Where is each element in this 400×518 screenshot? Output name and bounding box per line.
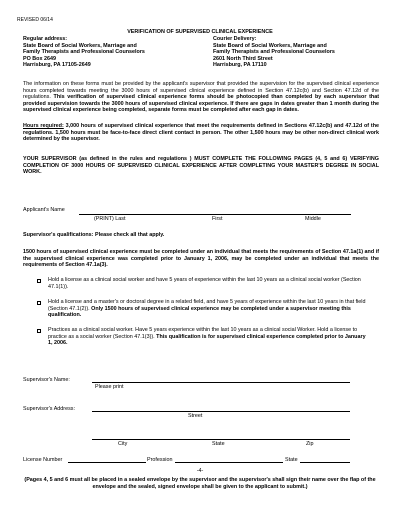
qualification-option-text: Practices as a clinical social worker. Have 5 years experience within the last 10 years as a clinical social Worker. Hold a license to practice as a social worker (Section 47.1(3)). <box>48 327 358 340</box>
courier-address-block <box>213 36 388 69</box>
applicant-name-label: Applicant's Name <box>23 207 65 213</box>
applicant-middle-label: Middle <box>305 216 321 222</box>
hours-required-paragraph <box>23 123 379 143</box>
supervisor-name-label: Supervisor's Name: <box>23 377 70 383</box>
qualifications-rule: 1500 hours of supervised clinical experience must be completed under an individual that meets the requirements of Section 47.1a(1) and if the supervised clinical experience was completed prior to January 1, 2006, may be completed under an individual that meets the requirements of Section 47.1a(3). <box>23 249 379 269</box>
qualification-option-3 <box>48 327 368 347</box>
applicant-first-label: First <box>212 216 223 222</box>
supervisor-name-field[interactable] <box>92 382 350 383</box>
qualification-option-bold-text: This qualification is for supervised clinical experience completed prior to January 1, 2006. <box>48 333 366 347</box>
license-state-field[interactable] <box>300 462 350 463</box>
intro-bold-text: This verification of supervised clinical experience forms should be photocopied than completed by each supervisor that provided supervision towards the 3000 hours of supervised clinical experience. If there are gaps in dates greater than 1 month during the supervised clinical experience being completed, separate forms must be completed after each gap in dates. <box>23 94 379 114</box>
page-number: -4- <box>196 468 204 474</box>
profession-field[interactable] <box>175 462 283 463</box>
courier-delivery-heading: Courier Delivery: <box>213 36 257 42</box>
footer-instructions: (Pages 4, 5 and 6 must all be placed in a sealed envelope by the supervisor and the supervisor's shall sign their name over the flap of the envelope and the sealed, signed envelope shall be given to the applicant to submit.) <box>24 477 376 490</box>
hours-required-label: Hours required: <box>23 123 64 129</box>
qualification-option-bold-text: Only 1500 hours of supervised clinical experience may be completed under a supervisor meeting this qualification. <box>48 305 351 319</box>
qualifications-heading: Supervisor's qualifications: Please check all that apply. <box>23 232 165 238</box>
supervisor-street-field[interactable] <box>92 411 350 412</box>
revision-label: REVISED 06/14 <box>17 17 53 23</box>
applicant-last-label: (PRINT) Last <box>94 216 126 222</box>
courier-address-line: 2601 North Third Street <box>213 55 273 62</box>
city-label: City <box>118 441 128 447</box>
hours-required-text: 3,000 hours of supervised clinical experience that meet the requirements defined in Sections 47.12c(b) and 47.12d of the regulations. 1,500 hours must be face-to-face direct client contact in person. The other 1,500 hours may be other non-direct clinical work determined by the supervisor. <box>23 123 380 143</box>
regular-address-block <box>23 36 198 69</box>
intro-text: The information on these forms must be provided by the applicant's supervisor that provided the supervision for the supervised clinical experience hours completed towards meeting the 3000 hours of supervised clinical experience defined in Section 47.12c(b) and Section 47.12d of the regulations. <box>23 81 379 101</box>
state-label: State <box>212 441 225 447</box>
intro-paragraph <box>23 81 379 114</box>
zip-label: Zip <box>306 441 314 447</box>
qualification-option-text: Hold a license as a clinical social worker and have 5 years of experience within the last 10 years as a clinical social worker (Section 47.1(1)). <box>48 277 361 290</box>
regular-address-line: PO Box 2649 <box>23 55 56 62</box>
regular-address-line: Family Therapists and Professional Counselors <box>23 49 145 56</box>
courier-address-line: Family Therapists and Professional Counselors <box>213 49 335 56</box>
courier-address-line: State Board of Social Workers, Marriage and <box>213 42 327 49</box>
regular-address-line: Harrisburg, PA 17105-2649 <box>23 62 91 69</box>
profession-label: Profession <box>147 457 173 463</box>
qualification-checkbox-2[interactable] <box>37 301 41 305</box>
qualification-checkbox-3[interactable] <box>37 329 41 333</box>
supervisor-address-label: Supervisor's Address: <box>23 406 75 412</box>
supervisor-requirement-paragraph: YOUR SUPERVISOR (as defined in the rules and regulations ) MUST COMPLETE THE FOLLOWING PAGES (4, 5 and 6) VERIFYING COMPLETION OF 3000 HOURS OF SUPERVISED CLINICAL EXPERIENCE AFTER COMPLETING YOUR MASTER'S DEGREE IN SOCIAL WORK. <box>23 156 379 176</box>
license-number-label: License Number <box>23 457 63 463</box>
license-number-field[interactable] <box>68 462 146 463</box>
form-title: VERIFICATION OF SUPERVISED CLINICAL EXPERIENCE <box>127 29 273 35</box>
license-state-label: State <box>285 457 298 463</box>
supervisor-city-state-zip-field[interactable] <box>92 439 350 440</box>
qualification-option-1 <box>48 277 368 290</box>
regular-address-line: State Board of Social Workers, Marriage and <box>23 42 137 49</box>
qualification-checkbox-1[interactable] <box>37 279 41 283</box>
qualification-option-text: Hold a license and a master's or doctoral degree in a related field, and have 5 years of experience within the last 10 years in that field (Section 47.1(2)). <box>48 299 366 312</box>
street-label: Street <box>188 413 203 419</box>
qualification-option-2 <box>48 299 368 319</box>
courier-address-line: Harrisburg, PA 17110 <box>213 62 267 69</box>
regular-address-heading: Regular address: <box>23 36 68 42</box>
please-print-label: Please print <box>95 384 124 390</box>
applicant-name-field[interactable] <box>79 214 351 215</box>
